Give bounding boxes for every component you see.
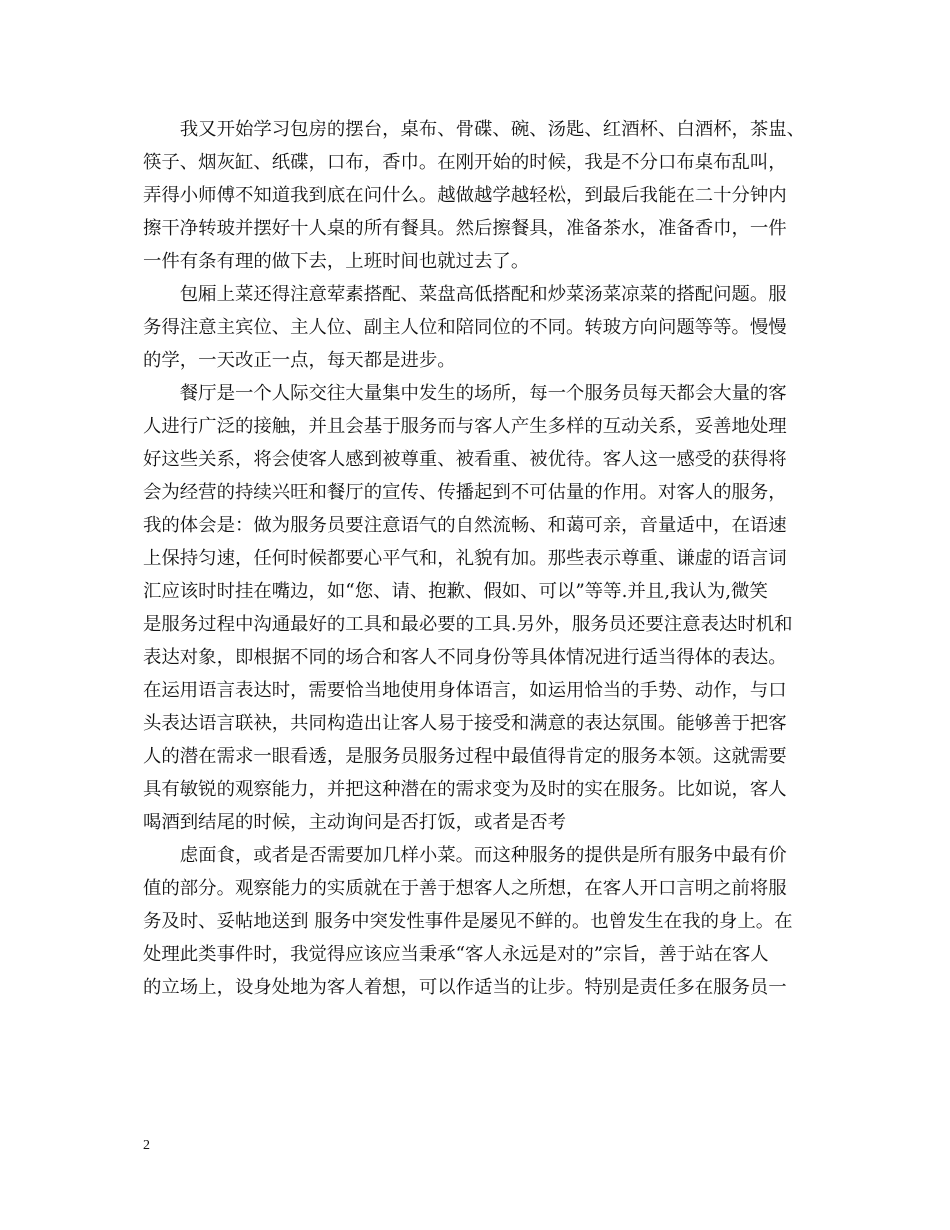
text-line: 的立场上，设身处地为客人着想，可以作适当的让步。特别是责任多在服务员一 <box>143 977 787 998</box>
text-line: 上保持匀速，任何时候都要心平气和，礼貌有加。那些表示尊重、谦虚的语言词 <box>143 548 787 569</box>
text-line: 筷子、烟灰缸、纸碟，口布，香巾。在刚开始的时候，我是不分口布桌布乱叫， <box>143 152 787 173</box>
text-line: 值的部分。观察能力的实质就在于善于想客人之所想，在客人开口言明之前将服 <box>143 878 787 899</box>
text-line: 汇应该时时挂在嘴边，如“您、请、抱歉、假如、可以”等等.并且,我认为,微笑 <box>143 581 768 602</box>
text-line: 头表达语言联袂，共同构造出让客人易于接受和满意的表达氛围。能够善于把客 <box>143 713 787 734</box>
page-number: 2 <box>143 1138 150 1153</box>
text-line: 人的潜在需求一眼看透，是服务员服务过程中最值得肯定的服务本领。这就需要 <box>143 746 787 767</box>
text-line: 虑面食，或者是否需要加几样小菜。而这种服务的提供是所有服务中最有价 <box>143 845 787 866</box>
text-line: 我又开始学习包房的摆台，桌布、骨碟、碗、汤匙、红酒杯、白酒杯，茶盅、 <box>143 119 806 140</box>
text-line: 弄得小师傅不知道我到底在问什么。越做越学越轻松，到最后我能在二十分钟内 <box>143 185 787 206</box>
text-line: 人进行广泛的接触，并且会基于服务而与客人产生多样的互动关系，妥善地处理 <box>143 416 787 437</box>
text-line: 表达对象，即根据不同的场合和客人不同身份等具体情况进行适当得体的表达。 <box>143 647 787 668</box>
text-line: 包厢上菜还得注意荤素搭配、菜盘高低搭配和炒菜汤菜凉菜的搭配问题。服 <box>143 284 787 305</box>
text-line: 一件有条有理的做下去，上班时间也就过去了。 <box>143 251 530 272</box>
text-line: 处理此类事件时，我觉得应该应当秉承“客人永远是对的”宗旨，善于站在客人 <box>143 944 769 965</box>
text-line: 擦干净转玻并摆好十人桌的所有餐具。然后擦餐具，准备茶水，准备香巾，一件 <box>143 218 787 239</box>
text-line: 在运用语言表达时，需要恰当地使用身体语言，如运用恰当的手势、动作，与口 <box>143 680 787 701</box>
text-line: 会为经营的持续兴旺和餐厅的宣传、传播起到不可估量的作用。对客人的服务， <box>143 482 787 503</box>
text-line: 具有敏锐的观察能力，并把这种潜在的需求变为及时的实在服务。比如说，客人 <box>143 779 787 800</box>
text-line: 喝酒到结尾的时候，主动询问是否打饭，或者是否考 <box>143 812 566 833</box>
text-line: 好这些关系，将会使客人感到被尊重、被看重、被优待。客人这一感受的获得将 <box>143 449 787 470</box>
text-line: 的学，一天改正一点，每天都是进步。 <box>143 350 456 371</box>
text-line: 我的体会是：做为服务员要注意语气的自然流畅、和蔼可亲，音量适中，在语速 <box>143 515 787 536</box>
text-line: 是服务过程中沟通最好的工具和最必要的工具.另外，服务员还要注意表达时机和 <box>143 614 793 635</box>
text-line: 务及时、妥帖地送到 服务中突发性事件是屡见不鲜的。也曾发生在我的身上。在 <box>143 911 793 932</box>
text-line: 餐厅是一个人际交往大量集中发生的场所，每一个服务员每天都会大量的客 <box>143 383 787 404</box>
text-line: 务得注意主宾位、主人位、副主人位和陪同位的不同。转玻方向问题等等。慢慢 <box>143 317 787 338</box>
